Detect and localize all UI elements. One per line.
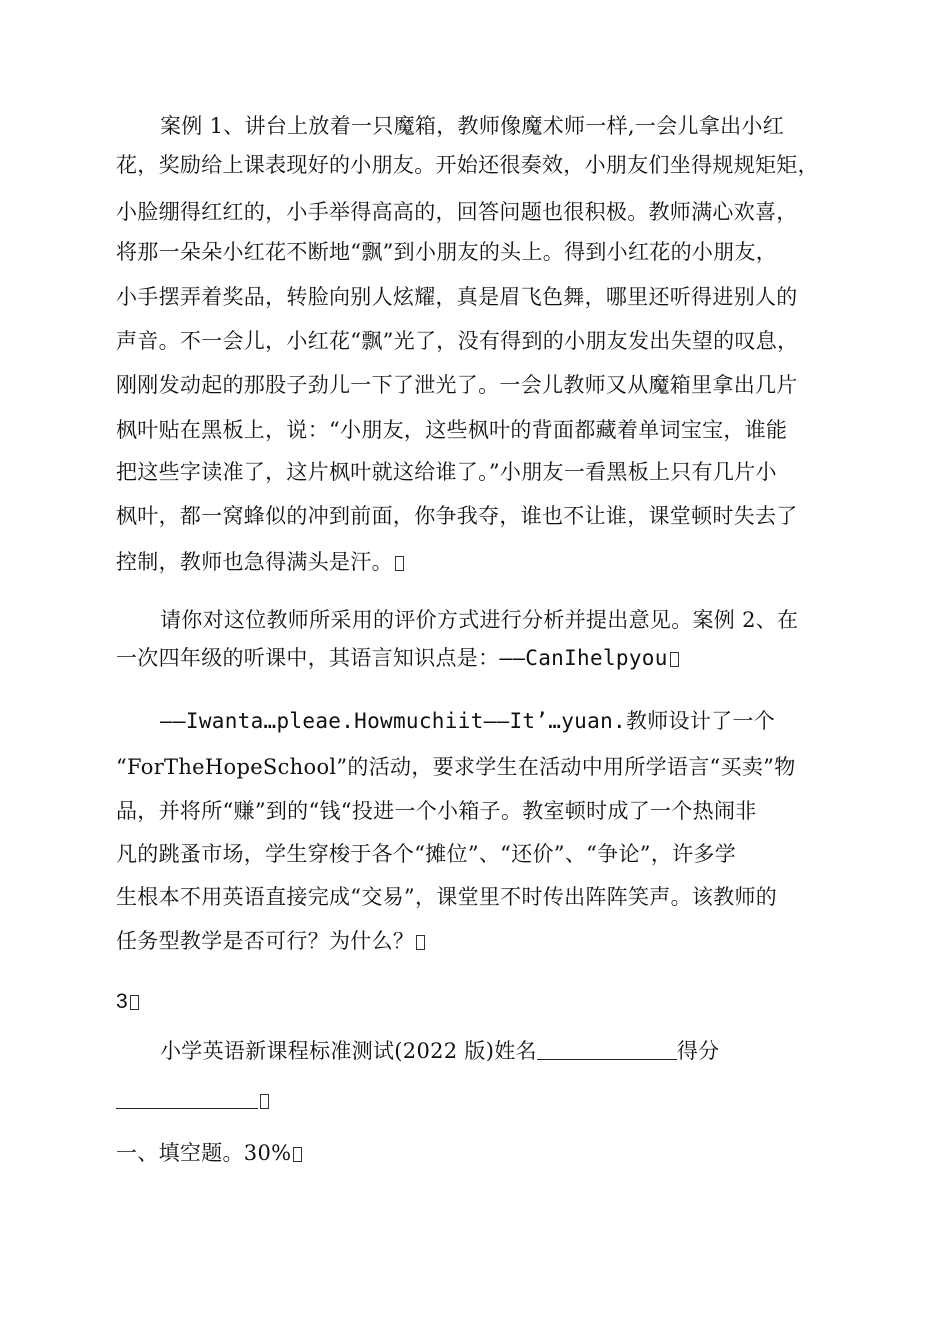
score-blank: [116, 1088, 258, 1109]
case2-body-line-4: 凡的跳蚤市场，学生穿梭于各个“摊位”、“还价”、“争论”，许多学: [116, 842, 737, 866]
case1-line-3: 小脸绷得红红的，小手举得高高的，回答问题也很积极。教师满心欢喜，: [116, 200, 798, 224]
case1-line-1: 案例 1、讲台上放着一只魔箱，教师像魔术师一样,一会儿拿出小红: [160, 114, 785, 138]
paragraph-mark-icon: [416, 935, 425, 950]
section-one-heading: [116, 1139, 302, 1167]
case1-line-2: 花，奖励给上课表现好的小朋友。开始还很奏效，小朋友们坐得规规矩矩，: [116, 153, 819, 177]
score-blank-line: [116, 1086, 269, 1114]
section-one-text: 一、填空题。30%: [116, 1141, 292, 1165]
section-number: [116, 988, 139, 1016]
paragraph-mark-icon: [395, 556, 404, 571]
case2-body-line-2: “ForTheHopeSchool”的活动，要求学生在活动中用所学语言“买卖”物: [116, 755, 796, 779]
case2-body-line-6-text: 任务型教学是否可行？为什么？: [116, 929, 415, 953]
case2-body-line-6: [116, 927, 425, 955]
paragraph-mark-icon: [670, 652, 679, 667]
case1-line-10: 枫叶，都一窝蜂似的冲到前面，你争我夺，谁也不让谁，课堂顿时失去了: [116, 504, 798, 528]
test-title: 小学英语新课程标准测试(2022 版)姓名: [160, 1039, 537, 1063]
case1-line-7: 刚刚发动起的那股子劲儿一下了泄光了。一会儿教师又从魔箱里拿出几片: [116, 373, 798, 397]
case2-intro-line-2: [116, 644, 679, 672]
name-blank: [537, 1039, 677, 1060]
paragraph-mark-icon: [130, 995, 139, 1010]
test-header-line: [160, 1037, 719, 1065]
case1-line-5: 小手摆弄着奖品，转脸向别人炫耀，真是眉飞色舞，哪里还听得进别人的: [116, 285, 798, 309]
score-label: 得分: [676, 1039, 720, 1063]
section-number-text: 3: [116, 990, 128, 1013]
case1-line-9: 把这些字读准了，这片枫叶就这给谁了。”小朋友一看黑板上只有几片小: [116, 460, 777, 484]
case1-line-11-text: 控制，教师也急得满头是汗。: [116, 550, 393, 574]
case2-intro-line-1: 请你对这位教师所采用的评价方式进行分析并提出意见。案例 2、在: [160, 608, 799, 632]
case2-body-line-1: ——Iwanta…pleae.Howmuchiit——It’…yuan.教师设计了一个: [160, 709, 776, 733]
case1-line-8: 枫叶贴在黑板上，说：“小朋友，这些枫叶的背面都藏着单词宝宝，谁能: [116, 418, 788, 442]
paragraph-mark-icon: [293, 1147, 302, 1162]
case1-line-11: [116, 548, 404, 576]
case2-body-line-5: 生根本不用英语直接完成“交易”，课堂里不时传出阵阵笑声。该教师的: [116, 885, 778, 909]
case2-body-line-3: 品，并将所“赚”到的“钱“投进一个小箱子。教室顿时成了一个热闹非: [116, 799, 757, 823]
case1-line-6: 声音。不一会儿，小红花“飘”光了，没有得到的小朋友发出失望的叹息，: [116, 329, 799, 353]
paragraph-mark-icon: [260, 1094, 269, 1109]
case2-intro-line-2-text: 一次四年级的听课中，其语言知识点是：——CanIhelpyou: [116, 646, 668, 670]
case1-line-4: 将那一朵朵小红花不断地“飘”到小朋友的头上。得到小红花的小朋友，: [116, 240, 778, 264]
